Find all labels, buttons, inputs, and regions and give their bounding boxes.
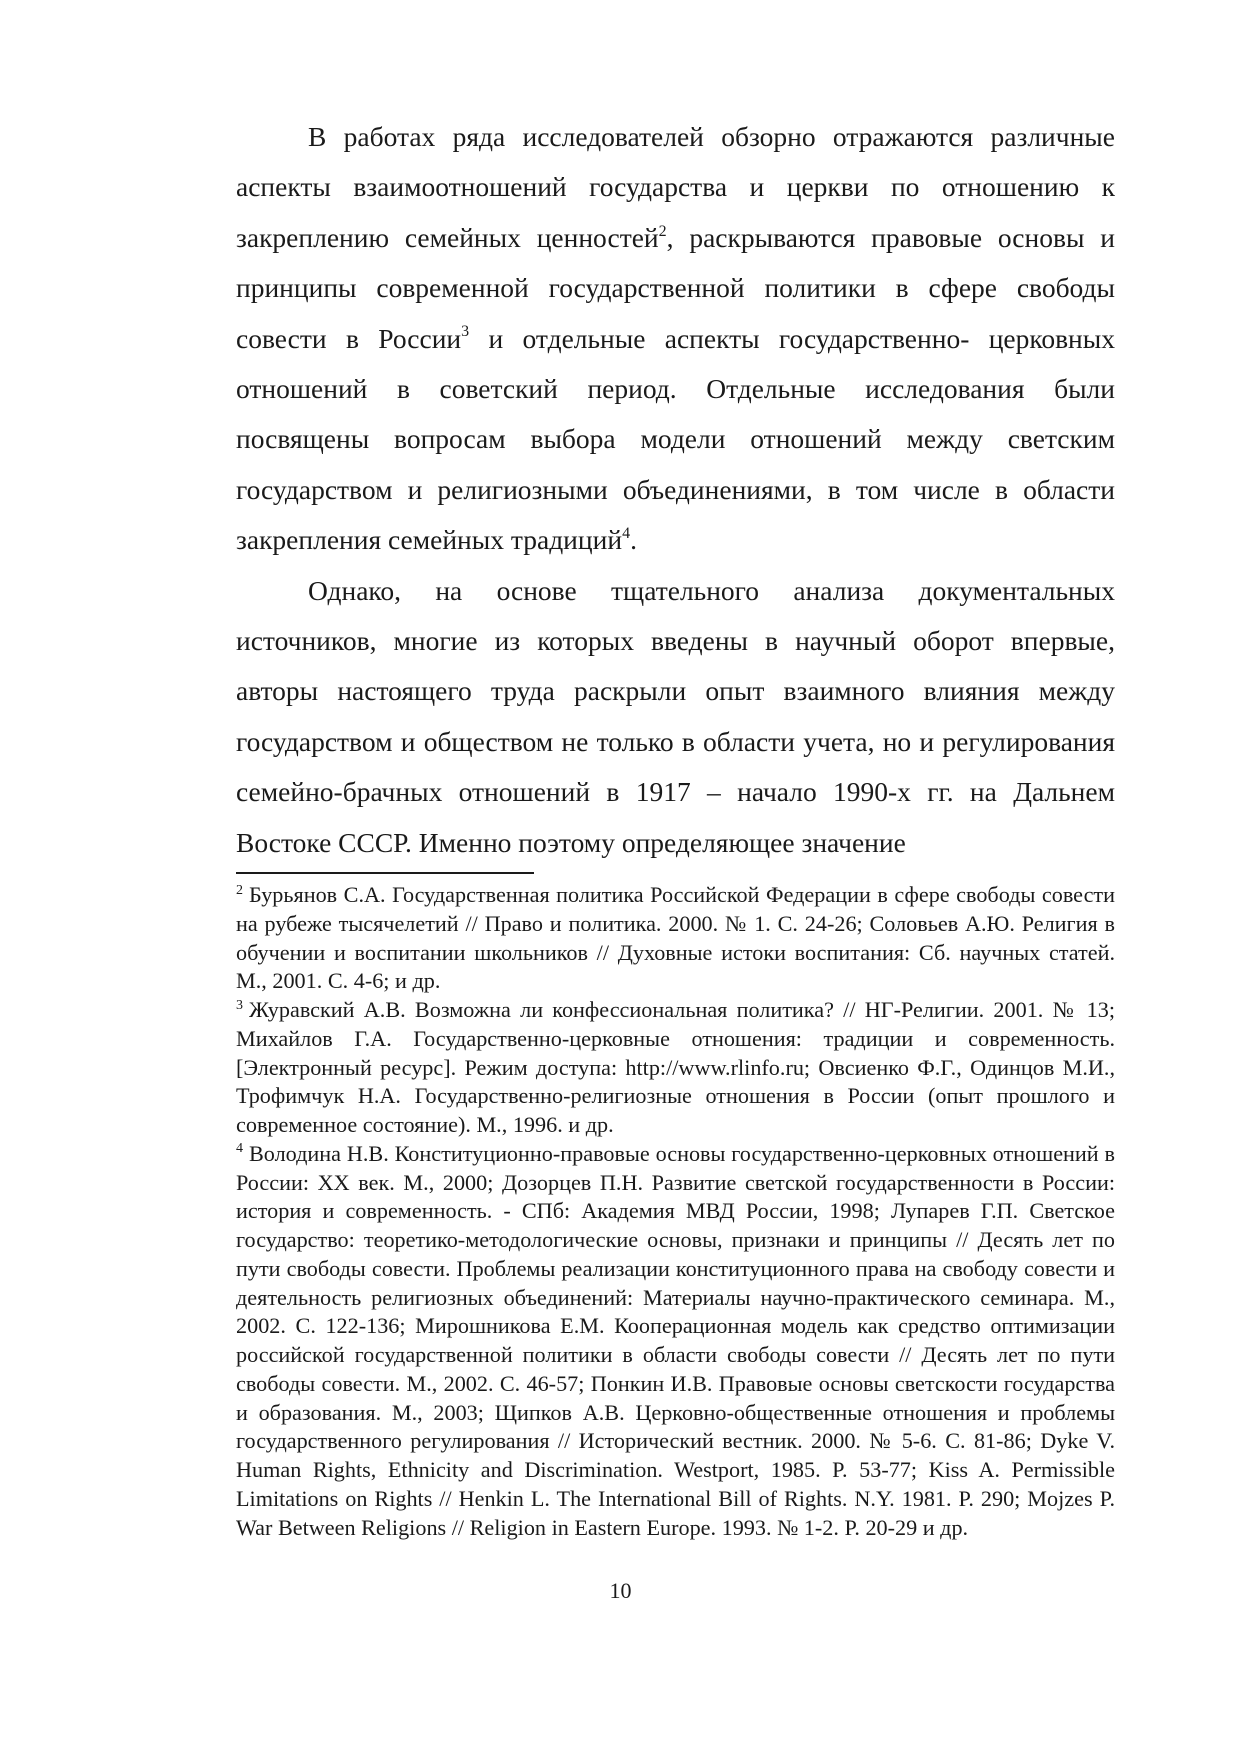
page-number: 10 bbox=[609, 1578, 632, 1603]
main-text bbox=[236, 112, 1115, 868]
footnote-4 bbox=[236, 1140, 1115, 1543]
footnote-number: 3 bbox=[236, 997, 243, 1013]
footnote-number: 4 bbox=[236, 1141, 243, 1157]
footnote-3 bbox=[236, 996, 1115, 1140]
footnote-text: Володина Н.В. Конституционно-правовые основы государственно-церковных отношений в России: XX век. М., 2000; Дозорцев П.Н. Развитие светской государственности в России: история и современность. - СПб: Академия МВД России, 1998; Лупарев Г.П. Светское государство: теоретико-методологические основы, признаки и принципы // Десять лет по пути свободы совести. Проблемы реализации конституционного права на свободу совести и деятельность религиозных объединений: Материалы научно-практического семинара. М., 2002. С. 122-136; Мирошникова Е.М. Кооперационная модель как средство оптимизации российской государственной политики в области свободы совести // Десять лет по пути свободы совести. М., 2002. С. 46-57; Понкин И.В. Правовые основы светскости государства и образования. М., 2003; Щипков А.В. Церковно-общественные отношения и проблемы государственного регулирования // Исторический вестник. 2000. № 5-6. С. 81-86; Dyke V. Human Rights, Ethnicity and Discrimination. Westport, 1985. P. 53-77; Kiss A. Permissible Limitations on Rights // Henkin L. The International Bill of Rights. N.Y. 1981. P. 290; Mojzes P. War Between Religions // Religion in Eastern Europe. 1993. № 1-2. P. 20-29 и др. bbox=[236, 1140, 1115, 1540]
footnote-ref-2: 2 bbox=[658, 222, 667, 240]
footnote-text: Журавский А.В. Возможна ли конфессиональная политика? // НГ-Религии. 2001. № 13; Михайлов Г.А. Государственно-церковные отношения: традиции и современность. [Электронный ресурс]. Режим доступа: http://www.rlinfo.ru; Овсиенко Ф.Г., Одинцов М.И., Трофимчук Н.А. Государственно-религиозные отношения в России (опыт прошлого и современное состояние). М., 1996. и др. bbox=[236, 997, 1115, 1137]
footnote-ref-4: 4 bbox=[622, 525, 631, 543]
footnote-2 bbox=[236, 881, 1115, 996]
paragraph-1 bbox=[236, 112, 1115, 566]
paragraph-1-text-d: . bbox=[630, 524, 637, 556]
paragraph-2: Однако, на основе тщательного анализа документальных источников, многие из которых введены в научный оборот впервые, авторы настоящего труда раскрыли опыт взаимного влияния между государством и обществом не только в области учета, но и регулирования семейно-брачных отношений в 1917 – начало 1990-х гг. на Дальнем Востоке СССР. Именно поэтому определяющее значение bbox=[236, 574, 1115, 858]
footnote-separator bbox=[236, 872, 534, 874]
footnote-ref-3: 3 bbox=[461, 323, 470, 341]
footnote-number: 2 bbox=[236, 882, 243, 898]
footnote-text: Бурьянов С.А. Государственная политика Российской Федерации в сфере свободы совести на рубеже тысячелетий // Право и политика. 2000. № 1. С. 24-26; Соловьев А.Ю. Религия в обучении и воспитании школьников // Духовные истоки воспитания: Сб. научных статей. М., 2001. С. 4-6; и др. bbox=[236, 882, 1115, 994]
footnotes bbox=[236, 881, 1115, 1542]
paragraph-1-text-a: В работах ряда исследователей обзорно отражаются различные аспекты взаимоотношений государства и церкви по отношению к закреплению семейных ценностей bbox=[236, 121, 1115, 253]
paragraph-1-text-c: и отдельные аспекты государственно- церковных отношений в советский период. Отдельные исследования были посвящены вопросам выбора модели отношений между светским государством и религиозными объединениями, в том числе в области закрепления семейных традиций bbox=[236, 322, 1116, 556]
paragraph-1-text-b: , раскрываются правовые основы и принципы современной государственной политики в сфере свободы совести в России bbox=[236, 221, 1115, 354]
